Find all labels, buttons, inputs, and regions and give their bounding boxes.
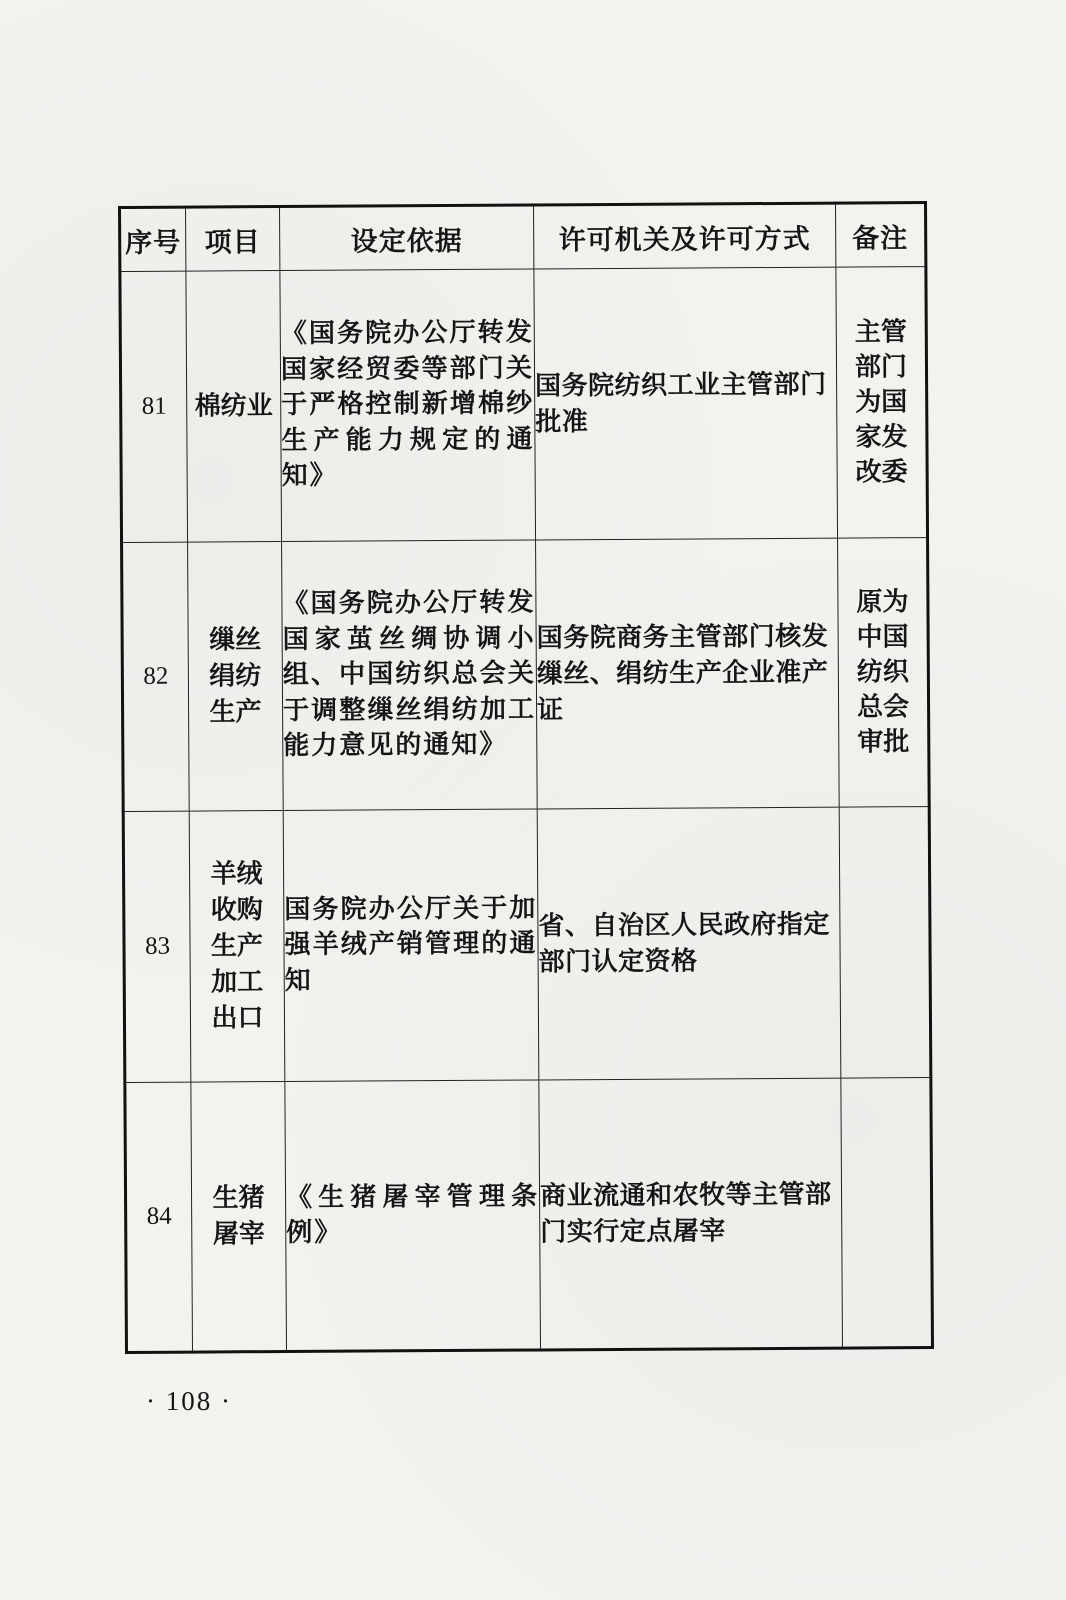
cell-seq: 82: [122, 542, 190, 811]
permit-table: [118, 201, 934, 1354]
cell-seq: 84: [125, 1082, 193, 1352]
cell-note-text: 原为中国纺织总会审批: [856, 586, 910, 757]
cell-note: [836, 267, 928, 539]
cell-authority: 国务院商务主管部门核发缫丝、绢纺生产企业准产证: [536, 538, 840, 809]
cell-item-text: 缫丝绢纺生产: [209, 625, 262, 728]
cell-item-text: 棉纺业: [194, 391, 273, 422]
cell-item-text: 羊绒收购生产加工出口: [210, 859, 264, 1034]
cell-item-text: 生猪屠宰: [212, 1183, 265, 1250]
header-basis: 设定依据: [280, 205, 534, 271]
table-header-row: [120, 203, 926, 272]
cell-authority: 省、自治区人民政府指定部门认定资格: [537, 807, 841, 1080]
cell-note-text: 主管部门为国家发改委: [854, 316, 908, 487]
header-note: 备注: [835, 203, 925, 268]
cell-basis: 《国务院办公厅转发国家经贸委等部门关于严格控制新增棉纱生产能力规定的通知》: [280, 269, 536, 542]
cell-item: [186, 271, 282, 543]
table-row: [123, 807, 931, 1083]
header-item: 项目: [186, 207, 280, 272]
table-row: [120, 267, 928, 543]
cell-authority: 国务院纺织工业主管部门批准: [534, 267, 838, 540]
cell-authority: 商业流通和农牧等主管部门实行定点屠宰: [539, 1078, 843, 1350]
cell-note: [841, 1078, 933, 1349]
page-number: · 108 ·: [146, 1386, 232, 1416]
header-authority: 许可机关及许可方式: [534, 203, 836, 269]
cell-basis: 《生猪屠宰管理条例》: [285, 1080, 541, 1352]
cell-item: [189, 811, 285, 1083]
table-row: [125, 1078, 933, 1353]
cell-note: [839, 807, 931, 1079]
cell-basis: 国务院办公厅关于加强羊绒产销管理的通知: [283, 809, 539, 1082]
cell-item: [188, 542, 284, 812]
cell-note: [838, 538, 930, 808]
cell-seq: 81: [120, 271, 188, 542]
table-row: [122, 538, 930, 812]
cell-item: [191, 1081, 287, 1352]
cell-basis: 《国务院办公厅转发国家茧丝绸协调小组、中国纺织总会关于调整缫丝绢纺加工能力意见的通知》: [282, 540, 538, 811]
header-seq: 序号: [120, 207, 186, 271]
cell-seq: 83: [123, 811, 191, 1082]
